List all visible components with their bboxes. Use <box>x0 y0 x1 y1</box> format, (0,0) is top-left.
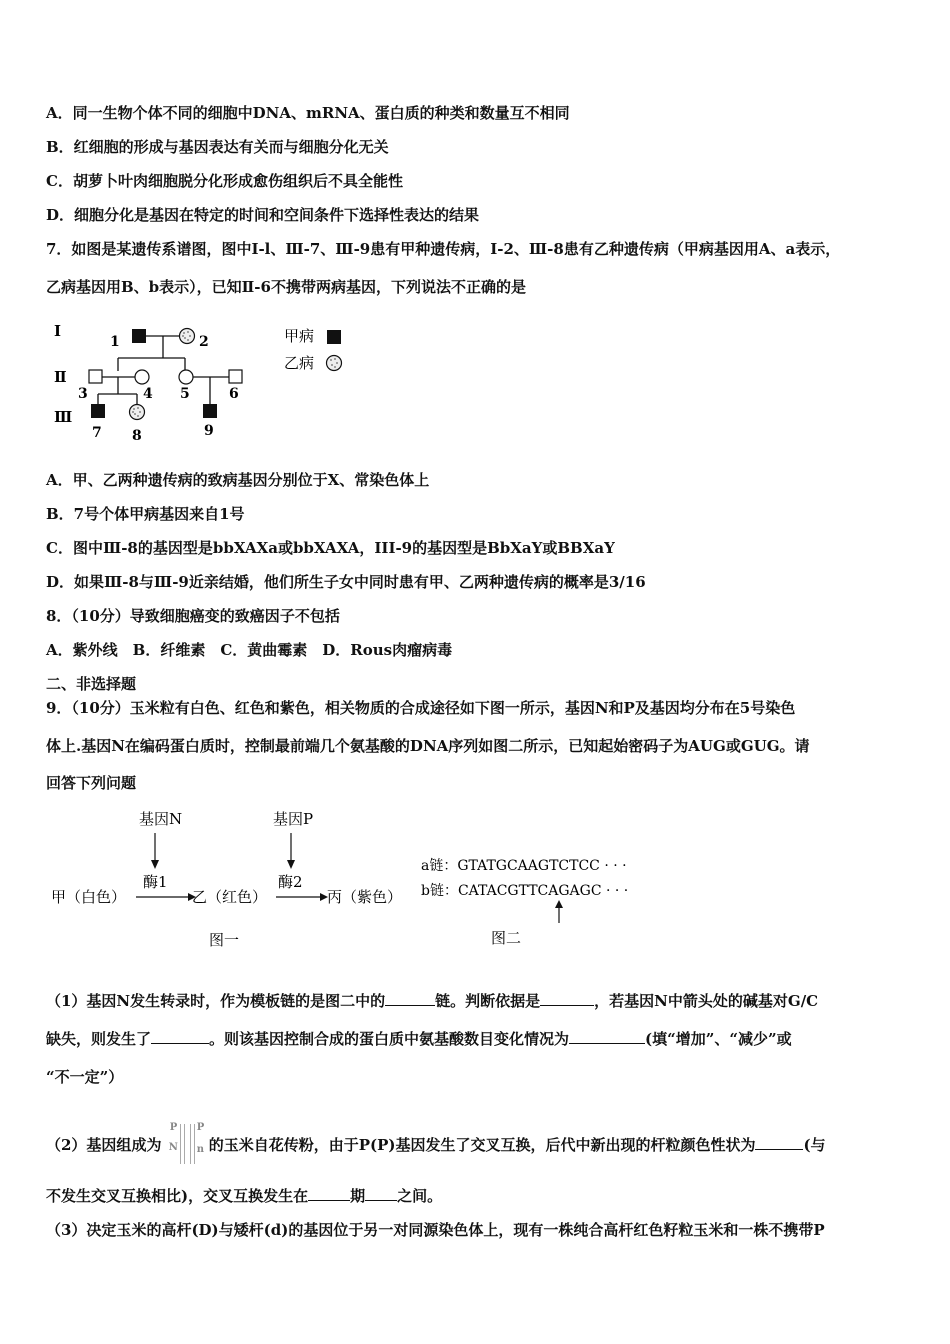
chrom-left-bottom-label: N <box>168 1142 178 1153</box>
section-title-2: 二、非选择题 <box>46 675 137 693</box>
q7-option-a: A．甲、乙两种遗传病的致病基因分别位于X、常染色体上 <box>46 471 430 489</box>
chrom-right-bottom-label: n <box>196 1144 204 1155</box>
q9-part2-line1 <box>46 1124 826 1168</box>
individual-7-affected-jia <box>91 404 105 418</box>
b-chain: b链：CATACGTTCAGAGC · · · <box>421 883 629 899</box>
individual-8-affected-yi <box>130 405 145 420</box>
gen-label-1: Ⅰ <box>54 322 62 340</box>
gen-label-2: Ⅱ <box>54 368 67 386</box>
blank-crossover-between[interactable] <box>365 1186 397 1201</box>
individual-4 <box>135 370 149 384</box>
blank-new-phenotype[interactable] <box>755 1135 803 1150</box>
fig1-caption: 图一 <box>209 931 240 949</box>
chrom-right-top-label: P <box>196 1122 205 1133</box>
individual-5 <box>179 370 193 384</box>
q8-stem: 8．（10分）导致细胞癌变的致癌因子不包括 <box>46 607 340 625</box>
legend-jia-label: 甲病 <box>284 327 315 345</box>
q9-part2-text6: 之间。 <box>397 1187 443 1205</box>
blank-template-chain[interactable] <box>385 991 435 1006</box>
individual-9-affected-jia <box>203 404 217 418</box>
q9-stem-line2: 体上.基因N在编码蛋白质时，控制最前端几个氨基酸的DNA序列如图二所示，已知起始密码子为AUG或GUG。请 <box>46 737 810 755</box>
q9-part2-text3: (与 <box>803 1136 826 1154</box>
enzyme2-label: 酶2 <box>278 873 303 891</box>
q9-part2-text2: 的玉米自花传粉，由于P(P)基因发生了交叉互换，后代中新出现的杆粒颜色性状为 <box>208 1136 756 1154</box>
q9-part1-text7: “不一定”） <box>46 1068 124 1086</box>
a-chain: a链：GTATGCAAGTCTCC · · · <box>421 858 627 874</box>
q6-option-d: D．细胞分化是基因在特定的时间和空间条件下选择性表达的结果 <box>46 206 480 224</box>
num-1: 1 <box>110 334 120 350</box>
q9-part1-text4: 缺失，则发生了 <box>46 1030 152 1048</box>
pathway-figure <box>46 805 416 955</box>
q9-stem-line1: 9．（10分）玉米粒有白色、红色和紫色，相关物质的合成途径如下图一所示，基因N和P及基因均分布在5号染色 <box>46 699 796 717</box>
yi-label: 乙（红色） <box>192 888 268 906</box>
q9-part1-text5: 。则该基因控制合成的蛋白质中氨基酸数目变化情况为 <box>209 1030 570 1048</box>
q9-part2-line2 <box>46 1185 442 1206</box>
chrom-left-top-label: P <box>169 1122 178 1133</box>
q9-part1-text2: 链。判断依据是 <box>435 992 541 1010</box>
q9-part2-text4: 不发生交叉互换相比)，交叉互换发生在 <box>46 1187 309 1205</box>
chromosome-right <box>190 1124 195 1164</box>
gene-n-label: 基因N <box>139 810 183 828</box>
legend-jia-symbol <box>327 330 341 344</box>
blank-amino-acid-change[interactable] <box>569 1029 645 1044</box>
q9-part1-line2 <box>46 1028 792 1049</box>
q9-stem-line3: 回答下列问题 <box>46 774 137 792</box>
num-3: 3 <box>78 386 88 402</box>
individual-2-affected-yi <box>180 329 195 344</box>
q7-option-d: D．如果Ⅲ-8与Ⅲ-9近亲结婚，他们所生子女中同时患有甲、乙两种遗传病的概率是3/16 <box>46 573 646 591</box>
q9-part3-line1: （3）决定玉米的高杆(D)与矮杆(d)的基因位于另一对同源染色体上，现有一株纯合高杆红色籽粒玉米和一株不携带P <box>46 1221 825 1239</box>
q7-stem-line1: 7．如图是某遗传系谱图，图中Ⅰ-l、Ⅲ-7、Ⅲ-9患有甲种遗传病，Ⅰ-2、Ⅲ-8患有乙种遗传病（甲病基因用A、a表示， <box>46 240 841 258</box>
q6-option-a: A．同一生物个体不同的细胞中DNA、mRNA、蛋白质的种类和数量互不相同 <box>46 104 570 122</box>
jia-label: 甲（白色） <box>51 888 127 906</box>
q9-part1-text6: (填“增加”、“减少”或 <box>645 1030 792 1048</box>
individual-1-affected-jia <box>132 329 146 343</box>
q7-option-b: B．7号个体甲病基因来自1号 <box>46 505 245 523</box>
num-7: 7 <box>92 425 102 441</box>
num-5: 5 <box>180 386 190 402</box>
chromosome-left <box>180 1124 185 1164</box>
num-8: 8 <box>132 428 142 444</box>
individual-3 <box>89 370 102 383</box>
pedigree-chart <box>46 316 366 446</box>
q9-part1-text3: ，若基因N中箭头处的碱基对G/C <box>594 992 819 1010</box>
q7-option-c: C．图中Ⅲ-8的基因型是bbXAXa或bbXAXA，III-9的基因型是BbXaY或BBXaY <box>46 539 615 557</box>
q6-option-b: B．红细胞的形成与基因表达有关而与细胞分化无关 <box>46 138 389 156</box>
chromosome-pair-figure <box>168 1124 208 1168</box>
num-4: 4 <box>143 386 153 402</box>
dna-figure <box>418 850 638 950</box>
q9-part2-text1: （2）基因组成为 <box>46 1136 162 1154</box>
individual-6 <box>229 370 242 383</box>
arrow-n-head <box>151 860 159 869</box>
legend-yi-symbol <box>327 356 342 371</box>
blank-crossover-stage[interactable] <box>308 1186 350 1201</box>
bing-label: 丙（紫色） <box>327 888 403 906</box>
blank-reason[interactable] <box>540 991 594 1006</box>
num-6: 6 <box>229 386 239 402</box>
q9-part2-text5: 期 <box>350 1187 366 1205</box>
gene-p-label: 基因P <box>273 810 314 828</box>
enzyme1-label: 酶1 <box>143 873 168 891</box>
q6-option-c: C．胡萝卜叶肉细胞脱分化形成愈伤组织后不具全能性 <box>46 172 403 190</box>
q9-part1-text1: （1）基因N发生转录时，作为模板链的是图二中的 <box>46 992 386 1010</box>
mutation-arrow-head <box>555 900 563 908</box>
fig2-caption: 图二 <box>491 929 522 947</box>
legend-yi-label: 乙病 <box>284 354 315 372</box>
q8-options: A．紫外线 B．纤维素 C．黄曲霉素 D．Rous肉瘤病毒 <box>46 641 453 659</box>
q7-stem-line2: 乙病基因用B、b表示），已知Ⅱ-6不携带两病基因，下列说法不正确的是 <box>46 278 526 296</box>
num-2: 2 <box>199 334 209 350</box>
blank-mutation-type[interactable] <box>151 1029 209 1044</box>
num-9: 9 <box>204 423 214 439</box>
gen-label-3: Ⅲ <box>54 408 73 426</box>
arrow-p-head <box>287 860 295 869</box>
q9-part1-line1 <box>46 990 818 1011</box>
